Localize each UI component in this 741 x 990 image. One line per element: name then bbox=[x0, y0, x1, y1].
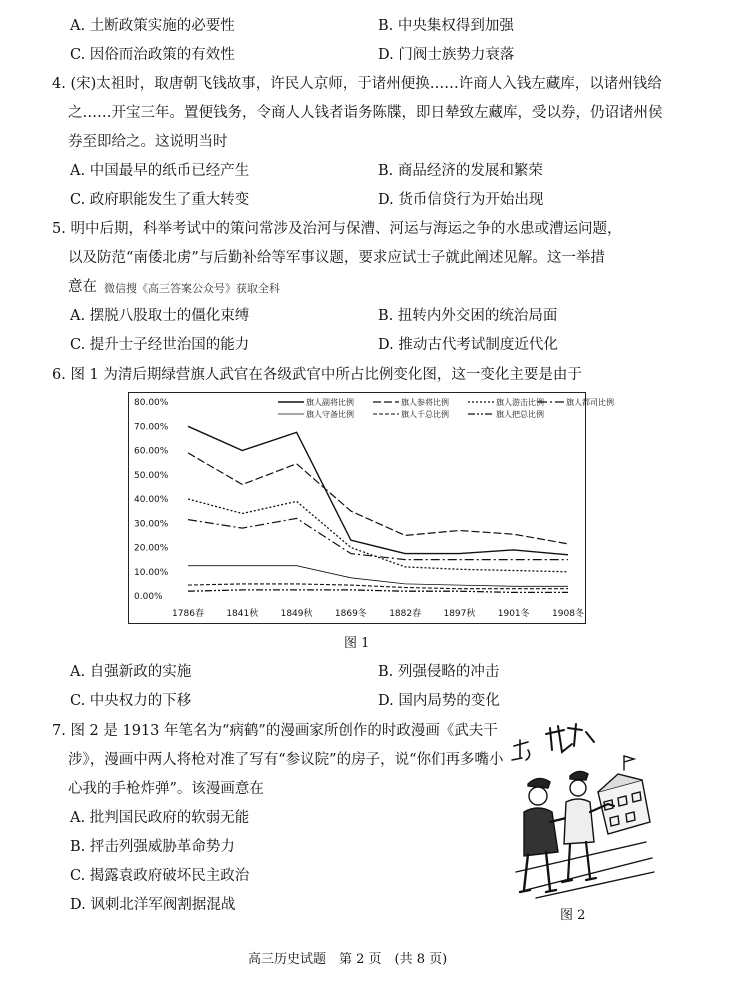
q5-option-b: B. 扭转内外交困的统治局面 bbox=[378, 308, 558, 324]
figure-1-caption: 图 1 bbox=[344, 636, 370, 651]
x-tick-label: 1849秋 bbox=[280, 609, 313, 619]
q4-option-b: B. 商品经济的发展和繁荣 bbox=[378, 163, 543, 179]
q4-option-a: A. 中国最早的纸币已经产生 bbox=[70, 163, 250, 179]
q7-stem-line3: 心我的手枪炸弹”。该漫画意在 bbox=[68, 781, 264, 797]
x-tick-label: 1897秋 bbox=[443, 609, 476, 619]
legend-label: 旗人游击比例 bbox=[496, 398, 544, 407]
q6-option-d: D. 国内局势的变化 bbox=[378, 693, 500, 709]
q7-stem-line1: 7. 图 2 是 1913 年笔名为“病鹤”的漫画家所创作的时政漫画《武夫干 bbox=[52, 723, 498, 739]
watermark-text: 微信搜《高三答案公众号》获取全科 bbox=[104, 282, 280, 295]
x-tick-label: 1908冬 bbox=[552, 609, 584, 619]
q6-option-c: C. 中央权力的下移 bbox=[70, 693, 192, 709]
q6-stem: 6. 图 1 为清后期绿营旗人武官在各级武官中所占比例变化图，这一变化主要是由于 bbox=[52, 367, 582, 383]
y-tick-label: 60.00% bbox=[134, 446, 169, 457]
y-axis-labels bbox=[134, 398, 169, 602]
x-tick-label: 1882春 bbox=[389, 609, 422, 619]
legend-label: 旗人把总比例 bbox=[496, 410, 544, 419]
q3-option-c: C. 因俗而治政策的有效性 bbox=[70, 47, 235, 63]
x-tick-label: 1786春 bbox=[172, 609, 204, 619]
q3-option-a: A. 土断政策实施的必要性 bbox=[70, 18, 235, 34]
q5-stem-line1: 5. 明中后期，科举考试中的策问常涉及治河与保漕、河运与海运之争的水患或漕运问题， bbox=[52, 221, 622, 237]
legend-label: 旗人守备比例 bbox=[306, 410, 354, 419]
q3-option-b: B. 中央集权得到加强 bbox=[378, 18, 514, 34]
y-tick-label: 50.00% bbox=[134, 470, 169, 481]
q4-stem-line3: 券至即给之。这说明当时 bbox=[68, 134, 228, 150]
q5-stem-line3: 意在 bbox=[68, 279, 97, 295]
y-tick-label: 10.00% bbox=[134, 567, 169, 578]
page-footer: 高三历史试题 第 2 页 (共 8 页) bbox=[248, 952, 448, 967]
y-tick-label: 30.00% bbox=[134, 519, 169, 530]
legend-label: 旗人千总比例 bbox=[401, 410, 449, 419]
q5-option-a: A. 摆脱八股取士的僵化束缚 bbox=[70, 308, 250, 324]
y-tick-label: 0.00% bbox=[134, 592, 163, 602]
figure-2-cartoon-illustration bbox=[506, 722, 656, 904]
q6-option-b: B. 列强侵略的冲击 bbox=[378, 664, 500, 680]
q4-stem-line2: 之……开宝三年。置便钱务，令商人人钱者诣务陈牒，即日辇致左藏库，受以券，仍诏诸州侯 bbox=[68, 105, 663, 121]
figure-2-caption: 图 2 bbox=[560, 908, 586, 923]
q7-option-b: B. 抨击列强威胁革命势力 bbox=[70, 839, 235, 855]
x-tick-label: 1869冬 bbox=[334, 609, 367, 619]
q3-option-d: D. 门阀士族势力衰落 bbox=[378, 47, 515, 63]
q6-option-a: A. 自强新政的实施 bbox=[70, 664, 192, 680]
x-tick-label: 1901冬 bbox=[497, 609, 530, 619]
q5-option-c: C. 提升士子经世治国的能力 bbox=[70, 337, 250, 353]
q4-stem-line1: 4. (宋)太祖时，取唐朝飞钱故事，许民人京师，于诸州便换……许商人入钱左藏库，以诸州钱给 bbox=[52, 76, 662, 92]
q7-option-a: A. 批判国民政府的软弱无能 bbox=[70, 810, 250, 826]
q5-option-d: D. 推动古代考试制度近代化 bbox=[378, 337, 558, 353]
figure-1-line-chart bbox=[128, 392, 614, 624]
q7-option-c: C. 揭露袁政府破坏民主政治 bbox=[70, 868, 250, 884]
q4-option-d: D. 货币信贷行为开始出现 bbox=[378, 192, 544, 208]
q7-stem-line2: 涉》，漫画中两人将枪对准了写有“参议院”的房子，说“你们再多嘴小 bbox=[68, 752, 504, 768]
legend-label: 旗人都司比例 bbox=[566, 398, 614, 407]
q7-option-d: D. 讽刺北洋军阀割据混战 bbox=[70, 897, 236, 913]
chart-frame bbox=[129, 393, 586, 624]
x-tick-label: 1841秋 bbox=[226, 609, 259, 619]
legend-label: 旗人参将比例 bbox=[401, 398, 449, 407]
y-tick-label: 80.00% bbox=[134, 398, 169, 408]
legend-label: 旗人副将比例 bbox=[306, 398, 354, 407]
y-tick-label: 20.00% bbox=[134, 543, 169, 554]
y-tick-label: 40.00% bbox=[134, 495, 169, 505]
q5-stem-line2: 以及防范“南倭北虏”与后勤补给等军事议题，要求应试士子就此阐述见解。这一举措 bbox=[68, 250, 605, 266]
y-tick-label: 70.00% bbox=[134, 422, 169, 433]
q4-option-c: C. 政府职能发生了重大转变 bbox=[70, 192, 250, 208]
